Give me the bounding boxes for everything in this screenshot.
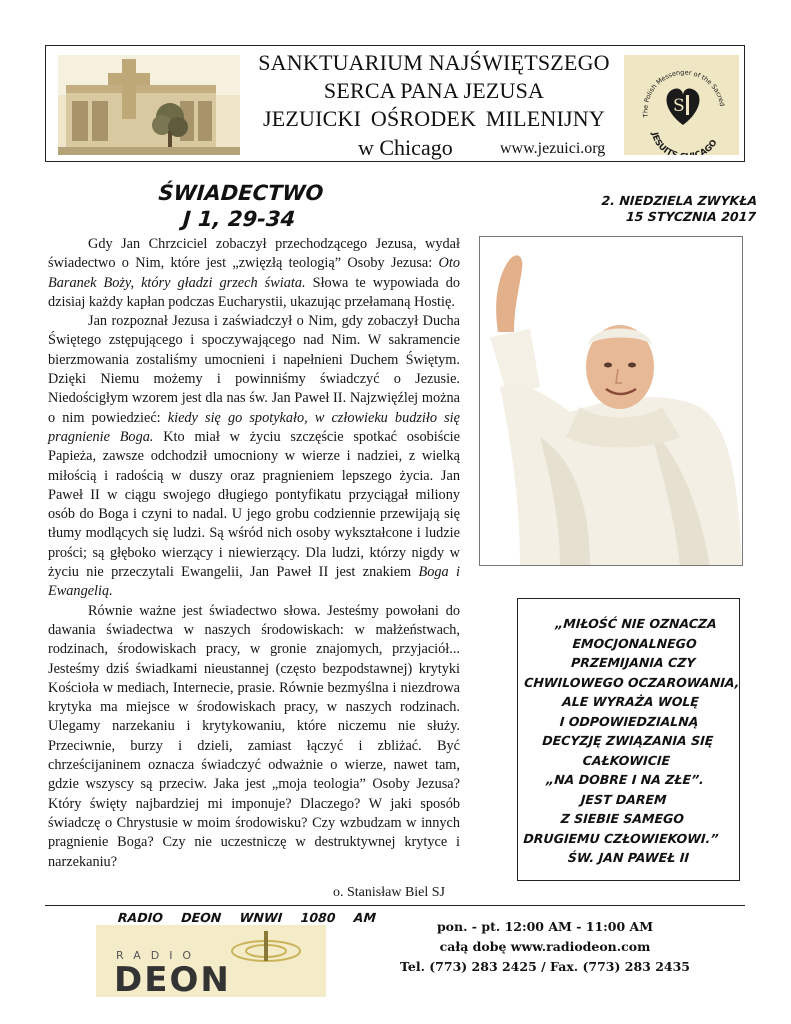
radio-deon-logo	[96, 925, 326, 997]
quote-line: DECYZJĘ ZWIĄZANIA SIĘ	[541, 733, 714, 748]
quote-line: „NA DOBRE I NA ZŁE”.	[545, 772, 705, 787]
quote-line: CAŁKOWICIE	[582, 752, 671, 768]
church-photo	[58, 55, 240, 155]
quote-line: CHWILOWEGO OCZAROWANIA,	[523, 674, 741, 690]
header-title-line2: SERCA PANA JEZUSA	[323, 78, 545, 103]
quote-line: I ODPOWIEDZIALNĄ	[559, 713, 700, 729]
broadcast-hours: pon. - pt. 12:00 AM - 11:00 AM	[436, 919, 654, 934]
online-stream[interactable]: całą dobę www.radiodeon.com	[439, 939, 651, 954]
logo-deon-text: DEON	[114, 960, 231, 997]
header-url[interactable]: www.jezuici.org	[500, 140, 606, 157]
quote-line: Z SIEBIE SAMEGO	[560, 811, 685, 826]
quote-line: DRUGIEMU CZŁOWIEKOWI.”	[523, 830, 720, 846]
phone-fax: Tel. (773) 283 2425 / Fax. (773) 283 2435	[400, 959, 691, 974]
date-line2: 15 STYCZNIA 2017	[625, 209, 757, 224]
article-author: o. Stanisław Biel SJ	[333, 885, 446, 900]
header-title-line3: JEZUICKI OŚRODEK MILENIJNY	[263, 106, 605, 131]
quote-line: „MIŁOŚĆ NIE OZNACZA	[554, 616, 718, 631]
article-paragraph: Gdy Jan Chrzciciel zobaczył przechodzącego Jezusa, wydał świadectwo o Nim, które jest „zwięzłą teologią” Osoby Jezusa: Oto Baranek Boży, który gładzi grzech świata. Słowa te wypowiada do dzisiaj każdy kapłan podczas Eucharystii, ukazując przełamaną Hostię.	[48, 236, 460, 310]
quote-signature: ŚW. JAN PAWEŁ II	[567, 850, 690, 865]
article-body	[48, 235, 460, 872]
sermon-title	[148, 180, 332, 232]
svg-text:JESUITS CHICAGO	[649, 131, 720, 155]
pope-photo	[479, 236, 743, 566]
article-paragraph: Równie ważne jest świadectwo słowa. Jesteśmy powołani do dawania świadectwa w naszych środowiskach: w małżeństwach, rodzinach, środowiskach pracy, w gronie znajomych, przyjaciół... Jesteśmy dziś świadkami nieustannej (często bezpodstawnej) krytyki Kościoła w mediach, Internecie, prasie. Równie bezmyślna i niezdrowa krytyka ma miejsce w środowiskach pracy, w naszych rodzinach. Ulegamy narzekaniu i krytykowaniu, które niczemu nie służy. Przeciwnie, burzy i dzieli, zamiast łączyć i zbliżać. Być chrześcijaninem oznacza świadczyć odważnie o wierze, nawet tam, gdzie wszyscy są przeciw. Jaka jest „moja teologia” Osoby Jezusa? Który święty najbardziej mi imponuje? Dlaczego? W jaki sposób świadczę o Chrystusie w moim środowisku? Czy wzbudzam w innych pragnienie Boga? Czy nie uczestniczę w destruktywnej krytyce i narzekaniu?	[48, 602, 460, 870]
liturgical-date	[600, 193, 758, 225]
logo-arc-text: The Polish Messenger of the Sacred	[641, 68, 727, 118]
quote-line: PRZEMIJANIA CZY	[570, 655, 696, 670]
logo-radio-text: RADIO	[116, 949, 202, 962]
quote-line: JEST DAREM	[580, 791, 668, 807]
quote-line: EMOCJONALNEGO	[572, 635, 698, 651]
quote-text	[509, 614, 748, 848]
contact-info	[400, 917, 690, 977]
header-city: w Chicago	[358, 135, 453, 160]
sermon-title-line1: ŚWIADECTWO	[157, 181, 325, 205]
footer-divider	[45, 905, 745, 906]
logo-bottom-text: JESUIT AGO	[649, 131, 720, 155]
jesuits-chicago-logo	[624, 55, 739, 155]
date-line1: 2. NIEDZIELA ZWYKŁA	[601, 193, 759, 208]
quote-line: ALE WYRAŻA WOLĘ	[561, 694, 700, 709]
header-title-line1: SANKTUARIUM NAJŚWIĘTSZEGO	[258, 50, 610, 75]
article-paragraph: Jan rozpoznał Jezusa i zaświadczył o Nim, gdy zobaczył Ducha Świętego zstępującego i spoczywającego nad Nim. W sakramencie bierzmowania zostaliśmy umocnieni i napełnieni Duchem Świętym. Dzięki Niemu możemy i powinniśmy świadczyć o Jezusie. Niedościgłym wzorem jest dla nas św. Jan Paweł II. Najzwięźlej można o nim powiedzieć: kiedy się go spotykało, w człowieku budziło się pragnienie Boga. Kto miał w życiu szczęście spotkać osobiście Papieża, zawsze odchodził umocniony w wierze i nadziei, z wielką miłością i radością w duszy oraz pragnieniem lepszego życia. Jan Paweł II w ciągu swojego długiego pontyfikatu przyciągał miliony osób do Boga i czyni to nadal. U jego grobu codziennie przewijają się tłumy modlących się ludzi. Są wśród nich osoby wykształcone i ludzie prości; są głęboko wierzący i niewierzący. Dla ludzi, którzy nigdy w życiu nie przeczytali Ewangelii, Jan Paweł II jest znakiem Boga i Ewangelią.	[48, 313, 461, 600]
svg-text:S: S	[673, 96, 685, 116]
radio-station-label: RADIO DEON WNWI 1080 AM	[117, 910, 377, 925]
sermon-title-line2: J 1, 29-34	[182, 207, 297, 231]
